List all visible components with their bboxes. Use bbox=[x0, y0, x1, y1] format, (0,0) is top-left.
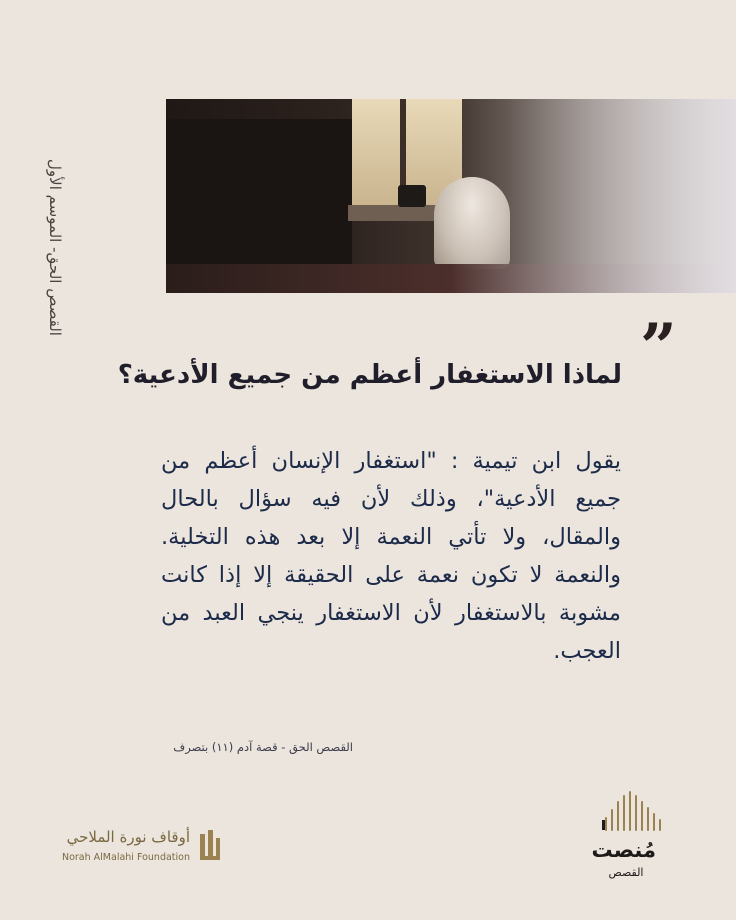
app-logo bbox=[591, 790, 680, 882]
foundation-brand bbox=[40, 822, 230, 872]
body-text: يقول ابن تيمية : "استغفار الإنسان أعظم من جميع الأدعية"، وذلك لأن فيه سؤال بالحال والمقال، ولا تأتي النعمة إلا بعد هذه التخلية. والنعمة لا تكون نعمة على الحقيقة إلا إذا كانت مشوبة بالاستغفار لأن الاستغفار ينجي العبد من العجب. bbox=[161, 448, 621, 664]
foundation-name-english: Norah AlMalahi Foundation bbox=[61, 852, 190, 863]
app-subtitle: القصص bbox=[608, 866, 644, 879]
hero-photo bbox=[166, 99, 736, 293]
photo-fade-overlay bbox=[166, 99, 736, 293]
quote-mark-icon: ” bbox=[640, 310, 677, 385]
source-citation: القصص الحق - قصة آدم (١١) بتصرف bbox=[173, 740, 353, 754]
series-label: القصص الحق- الموسم الأول bbox=[46, 159, 64, 336]
sound-wave-logo-icon bbox=[596, 790, 680, 836]
norah-foundation-logo-icon bbox=[198, 828, 222, 864]
app-name: مُنصت bbox=[591, 838, 656, 862]
headline: لماذا الاستغفار أعظم من جميع الأدعية؟ bbox=[117, 360, 622, 390]
foundation-name-arabic: أوقاف نورة الملاحي bbox=[66, 828, 190, 846]
